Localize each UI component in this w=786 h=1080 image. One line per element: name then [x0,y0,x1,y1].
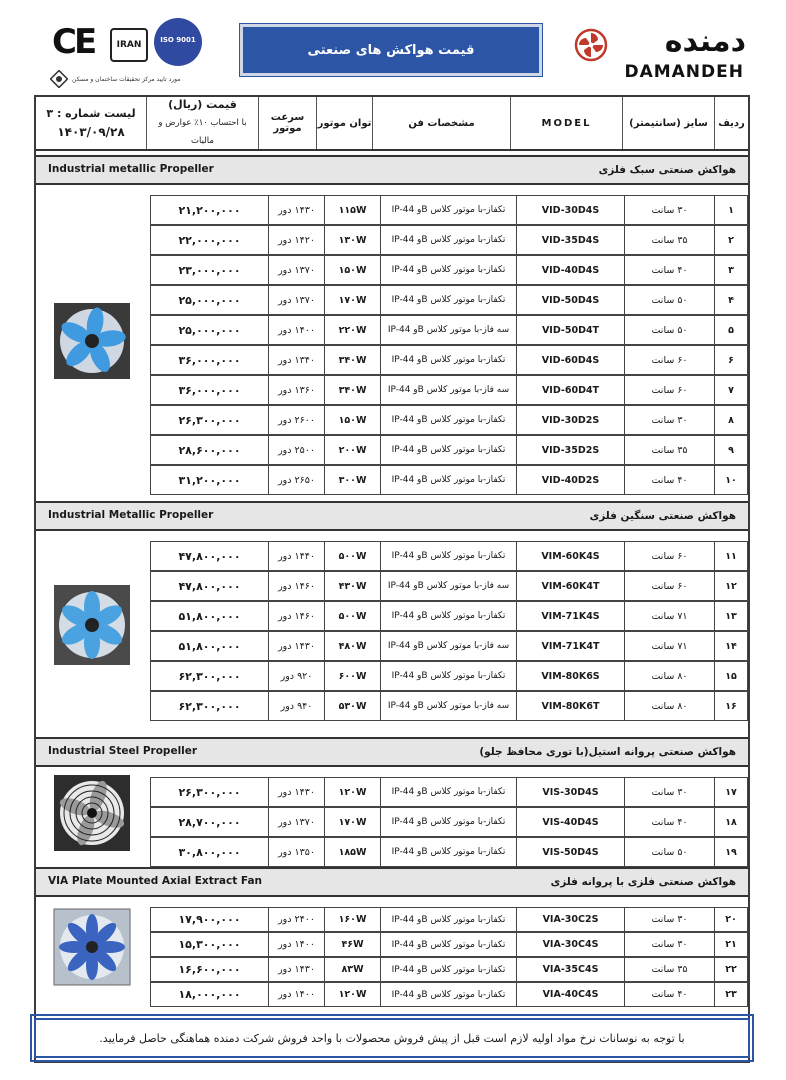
row-rpm: ۱۴۰۰ دور [268,315,324,345]
row-model: VIS-50D4S [516,837,624,867]
row-power: ۱۱۵W [324,195,380,225]
row-power: ۱۳۰W [324,225,380,255]
table-row [146,375,748,405]
section-header-2 [36,501,748,531]
row-model: VID-50D4S [516,285,624,315]
section-title-en: Industrial Steel Propeller [48,745,198,757]
row-price: ۱۸,۰۰۰,۰۰۰ [150,982,268,1007]
table-row [146,541,748,571]
brand-fan-icon [574,28,608,62]
row-rpm: ۱۴۶۰ دور [268,571,324,601]
row-number: ۱۱ [714,541,748,571]
iran-standard-logo: IRAN [110,28,148,62]
row-size: ۷۱ سانت [624,601,714,631]
table-row [146,465,748,495]
row-model: VID-30D4S [516,195,624,225]
table-row [146,932,748,957]
row-price: ۳۶,۰۰۰,۰۰۰ [150,345,268,375]
list-info [36,97,146,149]
row-model: VIS-30D4S [516,777,624,807]
row-price: ۶۲,۳۰۰,۰۰۰ [150,661,268,691]
row-size: ۳۵ سانت [624,957,714,982]
table-row [146,661,748,691]
row-rpm: ۱۴۳۰ دور [268,195,324,225]
row-model: VIM-71K4T [516,631,624,661]
row-power: ۱۵۰W [324,405,380,435]
col-price [146,97,258,149]
row-power: ۳۴۰W [324,345,380,375]
row-number: ۱۸ [714,807,748,837]
row-number: ۱۹ [714,837,748,867]
page-title: قیمت هواکش های صنعتی [240,24,542,76]
header [36,12,750,88]
row-model: VIA-40C4S [516,982,624,1007]
section-header-4 [36,867,748,897]
row-size: ۵۰ سانت [624,285,714,315]
row-model: VID-30D2S [516,405,624,435]
row-rpm: ۱۳۷۰ دور [268,285,324,315]
row-power: ۸۳W [324,957,380,982]
row-number: ۶ [714,345,748,375]
row-size: ۸۰ سانت [624,691,714,721]
table-row [146,907,748,932]
row-spec: سه فاز-با موتور کلاس Bو IP-44 [380,315,516,345]
ce-mark: CE [52,22,95,62]
row-price: ۴۷,۸۰۰,۰۰۰ [150,571,268,601]
row-size: ۶۰ سانت [624,345,714,375]
row-rpm: ۱۴۰۰ دور [268,932,324,957]
row-size: ۳۰ سانت [624,932,714,957]
row-size: ۴۰ سانت [624,465,714,495]
col-price-note: با احتساب ۱۰٪ عوارض و مالیات [158,118,247,146]
row-model: VID-35D4S [516,225,624,255]
col-size: سایز (سانتیمتر) [622,97,714,149]
row-price: ۳۰,۸۰۰,۰۰۰ [150,837,268,867]
row-spec: تکفاز-با موتور کلاس Bو IP-44 [380,435,516,465]
row-model: VID-60D4S [516,345,624,375]
row-number: ۹ [714,435,748,465]
row-power: ۴۶W [324,932,380,957]
row-price: ۵۱,۸۰۰,۰۰۰ [150,631,268,661]
brand-name-en: DAMANDEH [624,62,744,82]
list-date: ۱۴۰۳/۰۹/۲۸ [57,125,125,139]
table-row [146,405,748,435]
table-row [146,777,748,807]
col-spec: مشخصات فن [372,97,510,149]
row-model: VIA-35C4S [516,957,624,982]
table-row [146,571,748,601]
row-spec: تکفاز-با موتور کلاس Bو IP-44 [380,195,516,225]
row-size: ۶۰ سانت [624,375,714,405]
section-title-fa: هواکش صنعتی سبک فلزی [598,164,736,176]
row-spec: تکفاز-با موتور کلاس Bو IP-44 [380,661,516,691]
row-power: ۵۰۰W [324,601,380,631]
row-number: ۲۱ [714,932,748,957]
row-price: ۶۲,۳۰۰,۰۰۰ [150,691,268,721]
row-rpm: ۱۳۶۰ دور [268,375,324,405]
row-power: ۲۰۰W [324,435,380,465]
row-rpm: ۲۴۰۰ دور [268,907,324,932]
certification-note: مورد تایید مرکز تحقیقات ساختمان و مسکن [72,76,181,83]
brand-logo [570,22,750,82]
row-model: VIM-71K4S [516,601,624,631]
row-power: ۵۳۰W [324,691,380,721]
steel-fan-image [52,773,132,853]
row-power: ۱۵۰W [324,255,380,285]
row-price: ۲۵,۰۰۰,۰۰۰ [150,285,268,315]
row-spec: تکفاز-با موتور کلاس Bو IP-44 [380,807,516,837]
row-power: ۳۴۰W [324,375,380,405]
row-spec: تکفاز-با موتور کلاس Bو IP-44 [380,957,516,982]
row-rpm: ۱۴۳۰ دور [268,631,324,661]
row-price: ۴۷,۸۰۰,۰۰۰ [150,541,268,571]
row-size: ۴۰ سانت [624,982,714,1007]
row-spec: سه فاز-با موتور کلاس Bو IP-44 [380,691,516,721]
row-rpm: ۲۵۰۰ دور [268,435,324,465]
row-price: ۱۷,۹۰۰,۰۰۰ [150,907,268,932]
row-size: ۳۰ سانت [624,777,714,807]
iso-badge: ISO 9001 [154,18,202,66]
row-number: ۲۳ [714,982,748,1007]
row-spec: سه فاز-با موتور کلاس Bو IP-44 [380,375,516,405]
footer-note: با توجه به نوسانات نرخ مواد اولیه لازم است قبل از پیش فروش محصولات با واحد فروش شرکت دمنده هماهنگی حاصل فرمایید. [34,1018,750,1058]
row-number: ۱۷ [714,777,748,807]
row-size: ۶۰ سانت [624,571,714,601]
row-spec: تکفاز-با موتور کلاس Bو IP-44 [380,982,516,1007]
row-number: ۱۴ [714,631,748,661]
row-size: ۸۰ سانت [624,661,714,691]
row-number: ۱۵ [714,661,748,691]
row-number: ۸ [714,405,748,435]
list-number: لیست شماره : ۳ [46,107,136,120]
row-model: VID-40D4S [516,255,624,285]
row-spec: تکفاز-با موتور کلاس Bو IP-44 [380,837,516,867]
row-model: VID-60D4T [516,375,624,405]
row-price: ۲۸,۶۰۰,۰۰۰ [150,435,268,465]
row-size: ۳۰ سانت [624,195,714,225]
table-row [146,691,748,721]
row-model: VIM-60K4S [516,541,624,571]
row-spec: تکفاز-با موتور کلاس Bو IP-44 [380,345,516,375]
col-power: توان موتور [316,97,372,149]
table-row [146,315,748,345]
row-spec: تکفاز-با موتور کلاس Bو IP-44 [380,405,516,435]
row-price: ۲۸,۷۰۰,۰۰۰ [150,807,268,837]
row-size: ۴۰ سانت [624,807,714,837]
row-rpm: ۱۴۶۰ دور [268,601,324,631]
row-rpm: ۱۳۷۰ دور [268,255,324,285]
row-size: ۳۰ سانت [624,907,714,932]
table-row [146,957,748,982]
certifications [46,18,236,88]
row-price: ۳۱,۲۰۰,۰۰۰ [150,465,268,495]
row-spec: تکفاز-با موتور کلاس Bو IP-44 [380,932,516,957]
heavy-metal-fan-image [52,583,132,667]
row-model: VID-35D2S [516,435,624,465]
row-model: VIM-80K6S [516,661,624,691]
row-model: VIA-30C2S [516,907,624,932]
row-rpm: ۹۲۰ دور [268,661,324,691]
table-row [146,837,748,867]
row-rpm: ۱۴۳۰ دور [268,777,324,807]
row-power: ۳۰۰W [324,465,380,495]
row-spec: تکفاز-با موتور کلاس Bو IP-44 [380,225,516,255]
section-title-fa: هواکش صنعتی فلزی با پروانه فلزی [550,876,736,888]
row-size: ۶۰ سانت [624,541,714,571]
row-rpm: ۱۳۷۰ دور [268,807,324,837]
row-number: ۱۶ [714,691,748,721]
row-size: ۵۰ سانت [624,315,714,345]
row-price: ۲۱,۲۰۰,۰۰۰ [150,195,268,225]
table-row [146,255,748,285]
row-number: ۱۰ [714,465,748,495]
row-rpm: ۱۳۵۰ دور [268,837,324,867]
col-model: MODEL [510,97,622,149]
row-rpm: ۱۳۴۰ دور [268,345,324,375]
table-row [146,631,748,661]
table-row [146,807,748,837]
row-power: ۱۲۰W [324,982,380,1007]
price-table [34,95,750,1063]
row-number: ۲ [714,225,748,255]
row-number: ۴ [714,285,748,315]
row-rpm: ۱۴۴۰ دور [268,541,324,571]
col-price-title: قیمت (ریال) [168,98,237,111]
table-row [146,345,748,375]
table-row [146,982,748,1007]
row-power: ۴۳۰W [324,571,380,601]
row-spec: تکفاز-با موتور کلاس Bو IP-44 [380,541,516,571]
light-metal-fan-image [52,301,132,381]
row-rpm: ۲۶۵۰ دور [268,465,324,495]
row-number: ۱۳ [714,601,748,631]
row-number: ۱ [714,195,748,225]
row-rpm: ۱۴۰۰ دور [268,982,324,1007]
row-size: ۴۰ سانت [624,255,714,285]
row-size: ۳۵ سانت [624,435,714,465]
row-power: ۲۲۰W [324,315,380,345]
row-price: ۳۶,۰۰۰,۰۰۰ [150,375,268,405]
row-rpm: ۹۴۰ دور [268,691,324,721]
row-power: ۱۲۰W [324,777,380,807]
row-model: VIA-30C4S [516,932,624,957]
row-spec: تکفاز-با موتور کلاس Bو IP-44 [380,255,516,285]
row-price: ۲۵,۰۰۰,۰۰۰ [150,315,268,345]
col-rpm: سرعت موتور [258,97,316,149]
table-row [146,285,748,315]
row-size: ۳۵ سانت [624,225,714,255]
row-model: VIS-40D4S [516,807,624,837]
row-model: VIM-80K6T [516,691,624,721]
row-number: ۲۰ [714,907,748,932]
row-price: ۲۲,۰۰۰,۰۰۰ [150,225,268,255]
row-power: ۱۷۰W [324,807,380,837]
row-spec: تکفاز-با موتور کلاس Bو IP-44 [380,907,516,932]
row-price: ۲۶,۳۰۰,۰۰۰ [150,777,268,807]
row-spec: تکفاز-با موتور کلاس Bو IP-44 [380,285,516,315]
row-model: VID-40D2S [516,465,624,495]
row-number: ۳ [714,255,748,285]
row-number: ۲۲ [714,957,748,982]
row-rpm: ۱۴۲۰ دور [268,225,324,255]
row-number: ۷ [714,375,748,405]
brand-name-fa: دمنده [664,24,746,59]
row-model: VIM-60K4T [516,571,624,601]
row-price: ۱۵,۳۰۰,۰۰۰ [150,932,268,957]
row-power: ۱۸۵W [324,837,380,867]
row-spec: تکفاز-با موتور کلاس Bو IP-44 [380,465,516,495]
section-title-en: Industrial metallic Propeller [48,163,214,175]
row-price: ۲۳,۰۰۰,۰۰۰ [150,255,268,285]
table-row [146,225,748,255]
row-number: ۵ [714,315,748,345]
row-power: ۶۰۰W [324,661,380,691]
row-power: ۱۷۰W [324,285,380,315]
section-title-fa: هواکش صنعتی پروانه استیل(با توری محافظ جلو) [479,746,736,758]
row-price: ۲۶,۳۰۰,۰۰۰ [150,405,268,435]
section-title-en: VIA Plate Mounted Axial Extract Fan [48,875,262,887]
table-row [146,435,748,465]
row-size: ۳۰ سانت [624,405,714,435]
table-row [146,601,748,631]
col-no: ردیف [714,97,748,149]
row-power: ۴۸۰W [324,631,380,661]
row-spec: سه فاز-با موتور کلاس Bو IP-44 [380,631,516,661]
section-header-3 [36,737,748,767]
section-title-fa: هواکش صنعتی سنگین فلزی [589,510,736,522]
column-header-row [36,97,748,151]
research-center-emblem-icon [50,70,68,88]
row-price: ۵۱,۸۰۰,۰۰۰ [150,601,268,631]
row-spec: تکفاز-با موتور کلاس Bو IP-44 [380,601,516,631]
section-header-1 [36,155,748,185]
row-spec: تکفاز-با موتور کلاس Bو IP-44 [380,777,516,807]
row-rpm: ۱۴۳۰ دور [268,957,324,982]
row-power: ۵۰۰W [324,541,380,571]
table-row [146,195,748,225]
row-rpm: ۲۶۰۰ دور [268,405,324,435]
plate-mounted-fan-image [52,907,132,987]
row-size: ۷۱ سانت [624,631,714,661]
row-power: ۱۶۰W [324,907,380,932]
section-title-en: Industrial Metallic Propeller [48,509,214,521]
row-model: VID-50D4T [516,315,624,345]
row-size: ۵۰ سانت [624,837,714,867]
row-spec: سه فاز-با موتور کلاس Bو IP-44 [380,571,516,601]
row-number: ۱۲ [714,571,748,601]
row-price: ۱۶,۶۰۰,۰۰۰ [150,957,268,982]
